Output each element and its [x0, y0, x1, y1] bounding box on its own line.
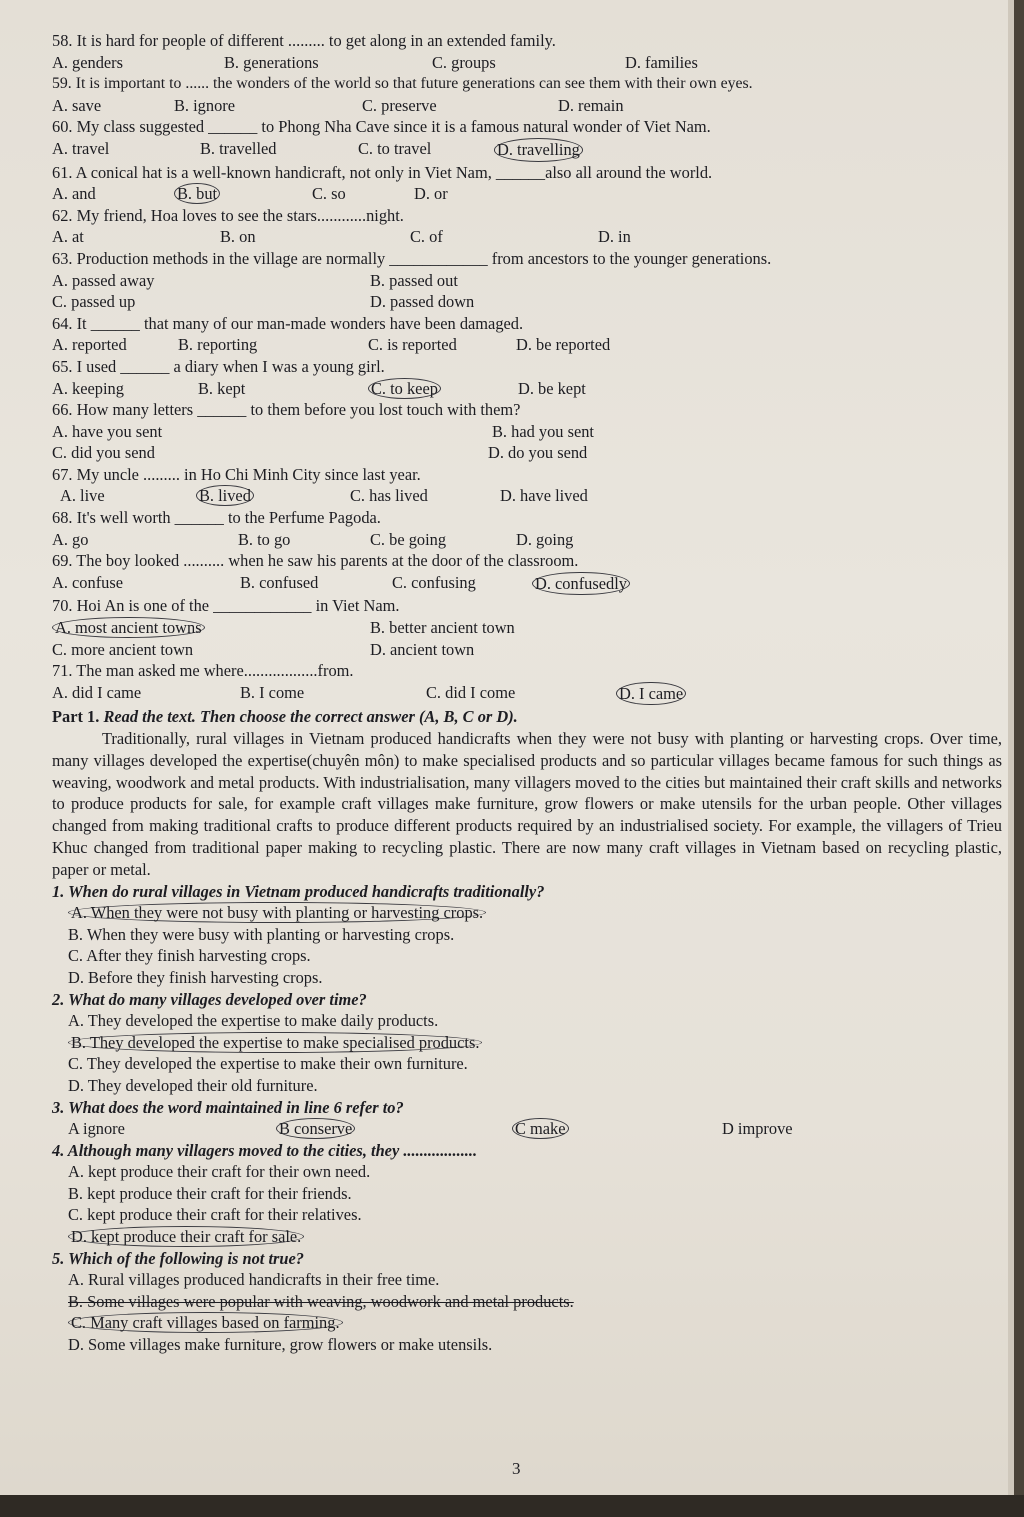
- options-70b: [52, 639, 986, 661]
- options-63a: [52, 270, 986, 292]
- option: C. They developed the expertise to make their own furniture.: [68, 1054, 468, 1074]
- option: D. families: [625, 52, 698, 72]
- option: B. reporting: [178, 335, 258, 355]
- question-62: 62. My friend, Hoa loves to see the stars............night.: [52, 205, 404, 225]
- reading-question-4: 4. Although many villagers moved to the cities, they ..................: [52, 1140, 478, 1160]
- reading-question-1: 1. When do rural villages in Vietnam produced handicrafts traditionally?: [52, 881, 545, 901]
- option-circled: D. kept produce their craft for sale.: [68, 1226, 304, 1247]
- option: A. keeping: [52, 378, 124, 398]
- options-68: [52, 529, 986, 551]
- question-64: 64. It ______ that many of our man-made wonders have been damaged.: [52, 313, 524, 333]
- options-60: [52, 138, 986, 162]
- option: D. ancient town: [370, 639, 475, 659]
- option-circled: D. confusedly: [532, 572, 630, 596]
- option: A. kept produce their craft for their own need.: [68, 1162, 371, 1182]
- option: B. passed out: [370, 270, 458, 290]
- option: A. reported: [52, 335, 127, 355]
- option: B. generations: [224, 52, 319, 72]
- option: C. passed up: [52, 292, 136, 312]
- option: A. live: [60, 486, 105, 506]
- option: A. travel: [52, 138, 110, 158]
- option: B. kept: [198, 378, 246, 398]
- option: D. Some villages make furniture, grow flowers or make utensils.: [68, 1335, 493, 1355]
- reading-passage: Traditionally, rural villages in Vietnam produced handicrafts when they were not busy with planting or harvesting crops. Over time, many villages developed the expertise(chuyên môn) to make specialised products and so particular villages became famous for such things as weaving, woodwork and metal products. With industrialisation, many villagers moved to the cities but maintained their craft skills and networks to produce products for sale, for example craft villages make furniture, grow flowers or make utensils for the urban people. Other villages changed from making traditional crafts to produce different products required by an industrialised society. For example, the villagers of Trieu Khuc changed from traditional paper making to recycling plastic. There are now many craft villages in Vietnam based on recycling plastic, paper or metal.: [52, 729, 1002, 879]
- option: D. be kept: [518, 378, 586, 398]
- option: D. remain: [558, 95, 624, 115]
- option: C. more ancient town: [52, 639, 194, 659]
- option: B. had you sent: [492, 421, 594, 441]
- option: B. Some villages were popular with weaving, woodwork and metal products.: [68, 1291, 574, 1311]
- option: D. have lived: [500, 486, 588, 506]
- option: C. has lived: [350, 486, 428, 506]
- options-63b: [52, 291, 986, 313]
- question-59: 59. It is important to ...... the wonders of the world so that future generations can see them with their own eyes.: [52, 75, 753, 93]
- option: D. in: [598, 227, 631, 247]
- options-58: [52, 52, 986, 74]
- question-61: 61. A conical hat is a well-known handicraft, not only in Viet Nam, ______also all around the world.: [52, 162, 713, 182]
- option-circled: B conserve: [276, 1118, 355, 1139]
- option: A. at: [52, 227, 84, 247]
- question-60: 60. My class suggested ______ to Phong Nha Cave since it is a famous natural wonder of Viet Nam.: [52, 117, 711, 137]
- option: A. and: [52, 184, 96, 204]
- question-70: 70. Hoi An is one of the ____________ in Viet Nam.: [52, 596, 400, 616]
- option-circled: C. Many craft villages based on farming.: [68, 1312, 343, 1333]
- option: D. passed down: [370, 292, 475, 312]
- option-circled: D. I came: [616, 682, 686, 706]
- option: D. be reported: [516, 335, 611, 355]
- desk-surface: [0, 1495, 1024, 1517]
- page-number: 3: [512, 1459, 521, 1478]
- question-68: 68. It's well worth ______ to the Perfume Pagoda.: [52, 508, 381, 528]
- option: C. kept produce their craft for their relatives.: [68, 1205, 362, 1225]
- options-r3: [52, 1118, 986, 1140]
- option-circled: D. travelling: [494, 138, 583, 162]
- option-circled: B. but: [174, 183, 220, 204]
- option: A. Rural villages produced handicrafts in their free time.: [68, 1270, 440, 1290]
- option: A ignore: [68, 1119, 125, 1139]
- options-62: [52, 226, 986, 248]
- options-64: [52, 334, 986, 356]
- option: B. to go: [238, 529, 291, 549]
- option: A. have you sent: [52, 421, 163, 441]
- option: D. Before they finish harvesting crops.: [68, 967, 323, 987]
- part1-label: Part 1.: [52, 707, 100, 727]
- part1-heading: [52, 706, 986, 728]
- option: C. preserve: [362, 95, 437, 115]
- option: B. When they were busy with planting or harvesting crops.: [68, 924, 455, 944]
- option: C. groups: [432, 52, 496, 72]
- question-66: 66. How many letters ______ to them before you lost touch with them?: [52, 400, 521, 420]
- reading-question-5: 5. Which of the following is not true?: [52, 1248, 304, 1268]
- option: B. on: [220, 227, 256, 247]
- option-circled: A. When they were not busy with planting or harvesting crops.: [68, 902, 486, 923]
- option: B. kept produce their craft for their friends.: [68, 1183, 352, 1203]
- option-circled: A. most ancient towns: [52, 617, 205, 638]
- option: C. After they finish harvesting crops.: [68, 946, 311, 966]
- option-circled: B. They developed the expertise to make specialised products.: [68, 1032, 482, 1053]
- part1-instruction: Read the text. Then choose the correct answer (A, B, C or D).: [103, 707, 518, 727]
- option: C. of: [410, 227, 443, 247]
- option: D. or: [414, 184, 448, 204]
- question-65: 65. I used ______ a diary when I was a young girl.: [52, 356, 385, 376]
- option: A. save: [52, 95, 102, 115]
- options-66b: [52, 442, 986, 464]
- option: A. did I came: [52, 682, 142, 702]
- option: B. ignore: [174, 95, 236, 115]
- options-71: [52, 682, 986, 706]
- option: A. passed away: [52, 270, 155, 290]
- option: B. travelled: [200, 138, 277, 158]
- question-67: 67. My uncle ......... in Ho Chi Minh City since last year.: [52, 464, 421, 484]
- option: B. I come: [240, 682, 305, 702]
- option: C. confusing: [392, 572, 476, 592]
- question-69: 69. The boy looked .......... when he saw his parents at the door of the classroom.: [52, 551, 579, 571]
- options-67: [52, 485, 986, 507]
- option: B. better ancient town: [370, 618, 515, 638]
- option: C. did you send: [52, 443, 155, 463]
- options-70a: [52, 617, 986, 639]
- option: A. They developed the expertise to make daily products.: [68, 1011, 439, 1031]
- reading-question-2: 2. What do many villages developed over time?: [52, 989, 367, 1009]
- option: C. did I come: [426, 682, 516, 702]
- options-66a: [52, 421, 986, 443]
- option-circled: C make: [512, 1118, 569, 1139]
- option: C. be going: [370, 529, 447, 549]
- option: B. confused: [240, 572, 319, 592]
- options-65: [52, 378, 986, 400]
- option: A. genders: [52, 52, 124, 72]
- option: D. They developed their old furniture.: [68, 1075, 318, 1095]
- option: C. to travel: [358, 138, 432, 158]
- reading-question-3: 3. What does the word maintained in line 6 refer to?: [52, 1097, 404, 1117]
- option: A. go: [52, 529, 89, 549]
- question-63: 63. Production methods in the village are normally ____________ from ancestors to the younger generations.: [52, 248, 772, 268]
- option-circled: B. lived: [196, 485, 254, 506]
- option: D. going: [516, 529, 574, 549]
- option: D improve: [722, 1119, 793, 1139]
- question-58: 58. It is hard for people of different ......... to get along in an extended family.: [52, 31, 556, 50]
- option-circled: C. to keep: [368, 378, 441, 399]
- option: D. do you send: [488, 443, 588, 463]
- option: A. confuse: [52, 572, 124, 592]
- question-71: 71. The man asked me where..................from.: [52, 661, 354, 681]
- options-69: [52, 572, 986, 596]
- options-61: [52, 183, 986, 205]
- options-59: [52, 95, 986, 117]
- option: C. is reported: [368, 335, 457, 355]
- option: C. so: [312, 184, 346, 204]
